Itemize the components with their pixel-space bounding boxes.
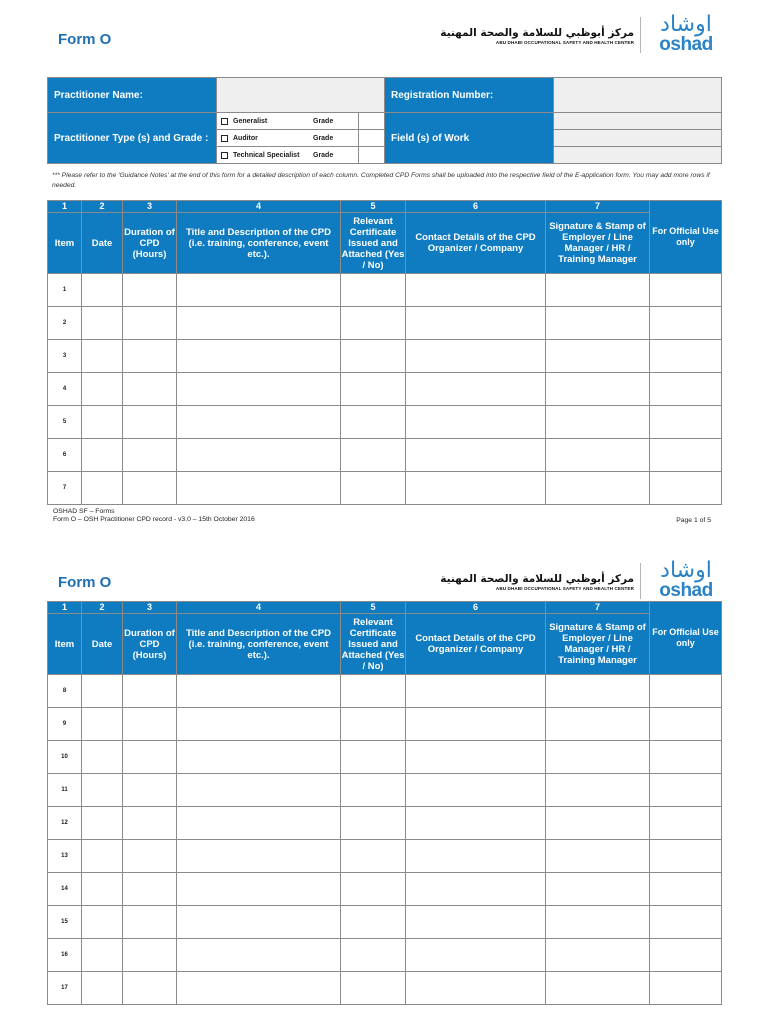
cell-certificate[interactable] [341,406,406,439]
cell-organizer-contact[interactable] [406,373,546,406]
cell-signature-stamp[interactable] [546,274,650,307]
cell-certificate[interactable] [341,840,406,873]
cell-duration[interactable] [123,840,177,873]
cell-organizer-contact[interactable] [406,340,546,373]
cell-date[interactable] [82,340,123,373]
table-row [48,274,722,307]
cell-certificate[interactable] [341,274,406,307]
cell-official-use[interactable] [650,972,722,1005]
logo-english: oshad [659,580,713,601]
cell-signature-stamp[interactable] [546,307,650,340]
type-name: Technical Specialist [233,151,300,159]
field-of-work-field-1[interactable] [554,113,722,130]
cell-title-description[interactable] [177,774,341,807]
cell-certificate[interactable] [341,906,406,939]
cell-certificate[interactable] [341,939,406,972]
table-row [48,708,722,741]
cell-signature-stamp[interactable] [546,708,650,741]
guidance-note: *** Please refer to the 'Guidance Notes' at the end of this form for a detailed description of each column. Completed CPD Forms shall be uploaded into the respective field of the E-application form. You may add more rows if needed. [52,172,710,189]
cell-duration[interactable] [123,373,177,406]
cell-official-use[interactable] [650,439,722,472]
cell-certificate[interactable] [341,373,406,406]
cell-title-description[interactable] [177,307,341,340]
cell-signature-stamp[interactable] [546,807,650,840]
cell-certificate[interactable] [341,741,406,774]
cell-organizer-contact[interactable] [406,774,546,807]
table-row [48,472,722,505]
cell-date[interactable] [82,972,123,1005]
cell-item: 8 [48,675,82,708]
table-row [48,340,722,373]
practitioner-name-label: Practitioner Name: [48,78,217,113]
form-title: Form O [58,31,112,48]
column-header-title-description: Title and Description of the CPD (i.e. training, conference, event etc.). [177,213,341,274]
cell-date[interactable] [82,840,123,873]
cell-title-description[interactable] [177,708,341,741]
practitioner-type-label: Practitioner Type (s) and Grade : [48,113,217,164]
cell-date[interactable] [82,708,123,741]
cell-duration[interactable] [123,340,177,373]
cell-organizer-contact[interactable] [406,873,546,906]
column-header-item: Item [48,614,82,675]
column-header-certificate: Relevant Certificate Issued and Attached (Yes / No) [341,213,406,274]
column-number-duration: 3 [123,602,177,614]
center-name-arabic: مركز أبوظبي للسلامة والصحة المهنية [440,27,634,39]
checkbox[interactable] [221,135,228,142]
oshad-logo [650,560,722,600]
footer [53,508,255,524]
cell-duration[interactable] [123,807,177,840]
column-header-certificate: Relevant Certificate Issued and Attached (Yes / No) [341,614,406,675]
cell-organizer-contact[interactable] [406,939,546,972]
cell-title-description[interactable] [177,807,341,840]
cell-item: 9 [48,708,82,741]
column-header-organizer-contact: Contact Details of the CPD Organizer / Company [406,213,546,274]
grade-label: Grade [313,151,334,159]
cell-official-use[interactable] [650,340,722,373]
column-number-certificate: 5 [341,201,406,213]
cell-certificate[interactable] [341,807,406,840]
cell-item: 13 [48,840,82,873]
cell-official-use[interactable] [650,939,722,972]
table-row [48,807,722,840]
cell-certificate[interactable] [341,307,406,340]
form-title: Form O [58,574,112,591]
column-number-row [48,602,722,614]
cell-duration[interactable] [123,741,177,774]
cell-organizer-contact[interactable] [406,472,546,505]
cell-organizer-contact[interactable] [406,307,546,340]
cell-item: 10 [48,741,82,774]
cell-certificate[interactable] [341,708,406,741]
cell-item: 3 [48,340,82,373]
cell-title-description[interactable] [177,439,341,472]
cell-item: 16 [48,939,82,972]
column-number-signature-stamp: 7 [546,602,650,614]
cell-organizer-contact[interactable] [406,708,546,741]
column-number-official-use: For Official Use only [650,602,722,675]
cell-signature-stamp[interactable] [546,741,650,774]
table-row [48,307,722,340]
cell-certificate[interactable] [341,472,406,505]
cell-date[interactable] [82,472,123,505]
cell-organizer-contact[interactable] [406,675,546,708]
cell-date[interactable] [82,807,123,840]
cell-title-description[interactable] [177,906,341,939]
cell-organizer-contact[interactable] [406,972,546,1005]
column-number-signature-stamp: 7 [546,201,650,213]
cell-title-description[interactable] [177,873,341,906]
practitioner-info-table [47,77,722,164]
table-row [48,840,722,873]
column-number-row [48,201,722,213]
logo-divider [640,17,641,53]
cell-item: 2 [48,307,82,340]
cell-item: 12 [48,807,82,840]
cell-official-use[interactable] [650,274,722,307]
type-option-auditor[interactable] [217,130,359,147]
cell-date[interactable] [82,873,123,906]
cell-official-use[interactable] [650,840,722,873]
center-name-english: ABU DHABI OCCUPATIONAL SAFETY AND HEALTH CENTER [495,40,634,45]
table-row [48,972,722,1005]
cell-title-description[interactable] [177,939,341,972]
cell-organizer-contact[interactable] [406,906,546,939]
cell-official-use[interactable] [650,774,722,807]
footer-line-1: OSHAD SF – Forms [53,508,115,515]
cell-official-use[interactable] [650,873,722,906]
column-number-duration: 3 [123,201,177,213]
type-name: Auditor [233,134,258,142]
cell-signature-stamp[interactable] [546,472,650,505]
cell-date[interactable] [82,774,123,807]
center-name [440,573,634,591]
logo-arabic: اوشاد [660,12,712,37]
grade-label: Grade [313,117,334,125]
cell-date[interactable] [82,274,123,307]
cell-signature-stamp[interactable] [546,373,650,406]
column-header-row [48,213,722,274]
practitioner-name-field[interactable] [217,78,385,113]
cell-organizer-contact[interactable] [406,274,546,307]
cell-item: 14 [48,873,82,906]
type-option-technical-specialist[interactable] [217,147,359,164]
cell-official-use[interactable] [650,373,722,406]
cell-title-description[interactable] [177,972,341,1005]
column-number-organizer-contact: 6 [406,201,546,213]
cell-date[interactable] [82,675,123,708]
table-row [48,373,722,406]
cell-organizer-contact[interactable] [406,840,546,873]
cell-item: 11 [48,774,82,807]
column-header-organizer-contact: Contact Details of the CPD Organizer / Company [406,614,546,675]
cell-item: 6 [48,439,82,472]
cell-signature-stamp[interactable] [546,972,650,1005]
cell-date[interactable] [82,906,123,939]
cell-title-description[interactable] [177,840,341,873]
column-number-item: 1 [48,602,82,614]
table-row [48,774,722,807]
cell-certificate[interactable] [341,675,406,708]
cell-date[interactable] [82,307,123,340]
footer-line-2: Form O – OSH Practitioner CPD record - v3.0 – 15th October 2016 [53,516,255,523]
registration-number-field[interactable] [554,78,722,113]
cell-title-description[interactable] [177,274,341,307]
cell-duration[interactable] [123,939,177,972]
cell-duration[interactable] [123,274,177,307]
cell-title-description[interactable] [177,406,341,439]
column-header-title-description: Title and Description of the CPD (i.e. training, conference, event etc.). [177,614,341,675]
page-number: Page 1 of 5 [676,517,711,524]
grade-field[interactable] [359,113,385,130]
cell-duration[interactable] [123,708,177,741]
cell-official-use[interactable] [650,406,722,439]
cell-certificate[interactable] [341,774,406,807]
cell-duration[interactable] [123,906,177,939]
cell-item: 5 [48,406,82,439]
table-row [48,741,722,774]
table-row [48,406,722,439]
cell-signature-stamp[interactable] [546,906,650,939]
cell-item: 1 [48,274,82,307]
column-header-signature-stamp: Signature & Stamp of Employer / Line Manager / HR / Training Manager [546,213,650,274]
cell-duration[interactable] [123,873,177,906]
cell-official-use[interactable] [650,807,722,840]
table-row [48,939,722,972]
cell-duration[interactable] [123,972,177,1005]
grade-field[interactable] [359,147,385,164]
cell-official-use[interactable] [650,708,722,741]
cell-certificate[interactable] [341,340,406,373]
cell-item: 4 [48,373,82,406]
column-header-duration: Duration of CPD (Hours) [123,213,177,274]
cell-official-use[interactable] [650,472,722,505]
cell-title-description[interactable] [177,675,341,708]
registration-number-label: Registration Number: [385,78,554,113]
logo-arabic: اوشاد [660,558,712,583]
column-number-date: 2 [82,602,123,614]
cell-title-description[interactable] [177,472,341,505]
cell-organizer-contact[interactable] [406,406,546,439]
cell-organizer-contact[interactable] [406,807,546,840]
grade-label: Grade [313,134,334,142]
center-name-english: ABU DHABI OCCUPATIONAL SAFETY AND HEALTH CENTER [495,586,634,591]
cell-official-use[interactable] [650,675,722,708]
cell-signature-stamp[interactable] [546,340,650,373]
cell-duration[interactable] [123,307,177,340]
column-number-official-use: For Official Use only [650,201,722,274]
cell-duration[interactable] [123,406,177,439]
cell-duration[interactable] [123,774,177,807]
cpd-table-page-2 [47,601,722,1005]
cell-duration[interactable] [123,675,177,708]
cell-date[interactable] [82,939,123,972]
cell-official-use[interactable] [650,741,722,774]
cell-title-description[interactable] [177,340,341,373]
cell-organizer-contact[interactable] [406,741,546,774]
table-row [48,439,722,472]
column-number-title-description: 4 [177,201,341,213]
center-name-arabic: مركز أبوظبي للسلامة والصحة المهنية [440,573,634,585]
table-row [48,873,722,906]
table-row [48,675,722,708]
cell-date[interactable] [82,439,123,472]
checkbox[interactable] [221,118,228,125]
cell-certificate[interactable] [341,972,406,1005]
cell-date[interactable] [82,741,123,774]
column-header-item: Item [48,213,82,274]
cpd-table-page-1 [47,200,722,505]
cell-certificate[interactable] [341,873,406,906]
cell-item: 15 [48,906,82,939]
grade-field[interactable] [359,130,385,147]
type-name: Generalist [233,117,268,125]
column-header-row [48,614,722,675]
column-header-signature-stamp: Signature & Stamp of Employer / Line Manager / HR / Training Manager [546,614,650,675]
page-2 [0,540,768,1024]
cell-date[interactable] [82,406,123,439]
column-number-date: 2 [82,201,123,213]
cell-item: 7 [48,472,82,505]
cell-official-use[interactable] [650,906,722,939]
column-header-date: Date [82,213,123,274]
table-row [48,906,722,939]
column-number-organizer-contact: 6 [406,602,546,614]
field-of-work-field-2[interactable] [554,130,722,147]
logo-divider [640,563,641,599]
cell-organizer-contact[interactable] [406,439,546,472]
cell-signature-stamp[interactable] [546,939,650,972]
cell-duration[interactable] [123,439,177,472]
cell-signature-stamp[interactable] [546,774,650,807]
column-number-item: 1 [48,201,82,213]
column-number-certificate: 5 [341,602,406,614]
cell-date[interactable] [82,373,123,406]
column-number-title-description: 4 [177,602,341,614]
cell-item: 17 [48,972,82,1005]
column-header-duration: Duration of CPD (Hours) [123,614,177,675]
cell-signature-stamp[interactable] [546,840,650,873]
cell-signature-stamp[interactable] [546,675,650,708]
field-of-work-label: Field (s) of Work [385,113,554,164]
cell-certificate[interactable] [341,439,406,472]
oshad-logo [650,14,722,54]
column-header-date: Date [82,614,123,675]
cell-signature-stamp[interactable] [546,439,650,472]
cell-duration[interactable] [123,472,177,505]
field-of-work-field-3[interactable] [554,147,722,164]
center-name [440,27,634,45]
type-option-generalist[interactable] [217,113,359,130]
cell-title-description[interactable] [177,373,341,406]
cell-title-description[interactable] [177,741,341,774]
checkbox[interactable] [221,152,228,159]
cell-signature-stamp[interactable] [546,873,650,906]
cell-official-use[interactable] [650,307,722,340]
logo-english: oshad [659,34,713,55]
cell-signature-stamp[interactable] [546,406,650,439]
